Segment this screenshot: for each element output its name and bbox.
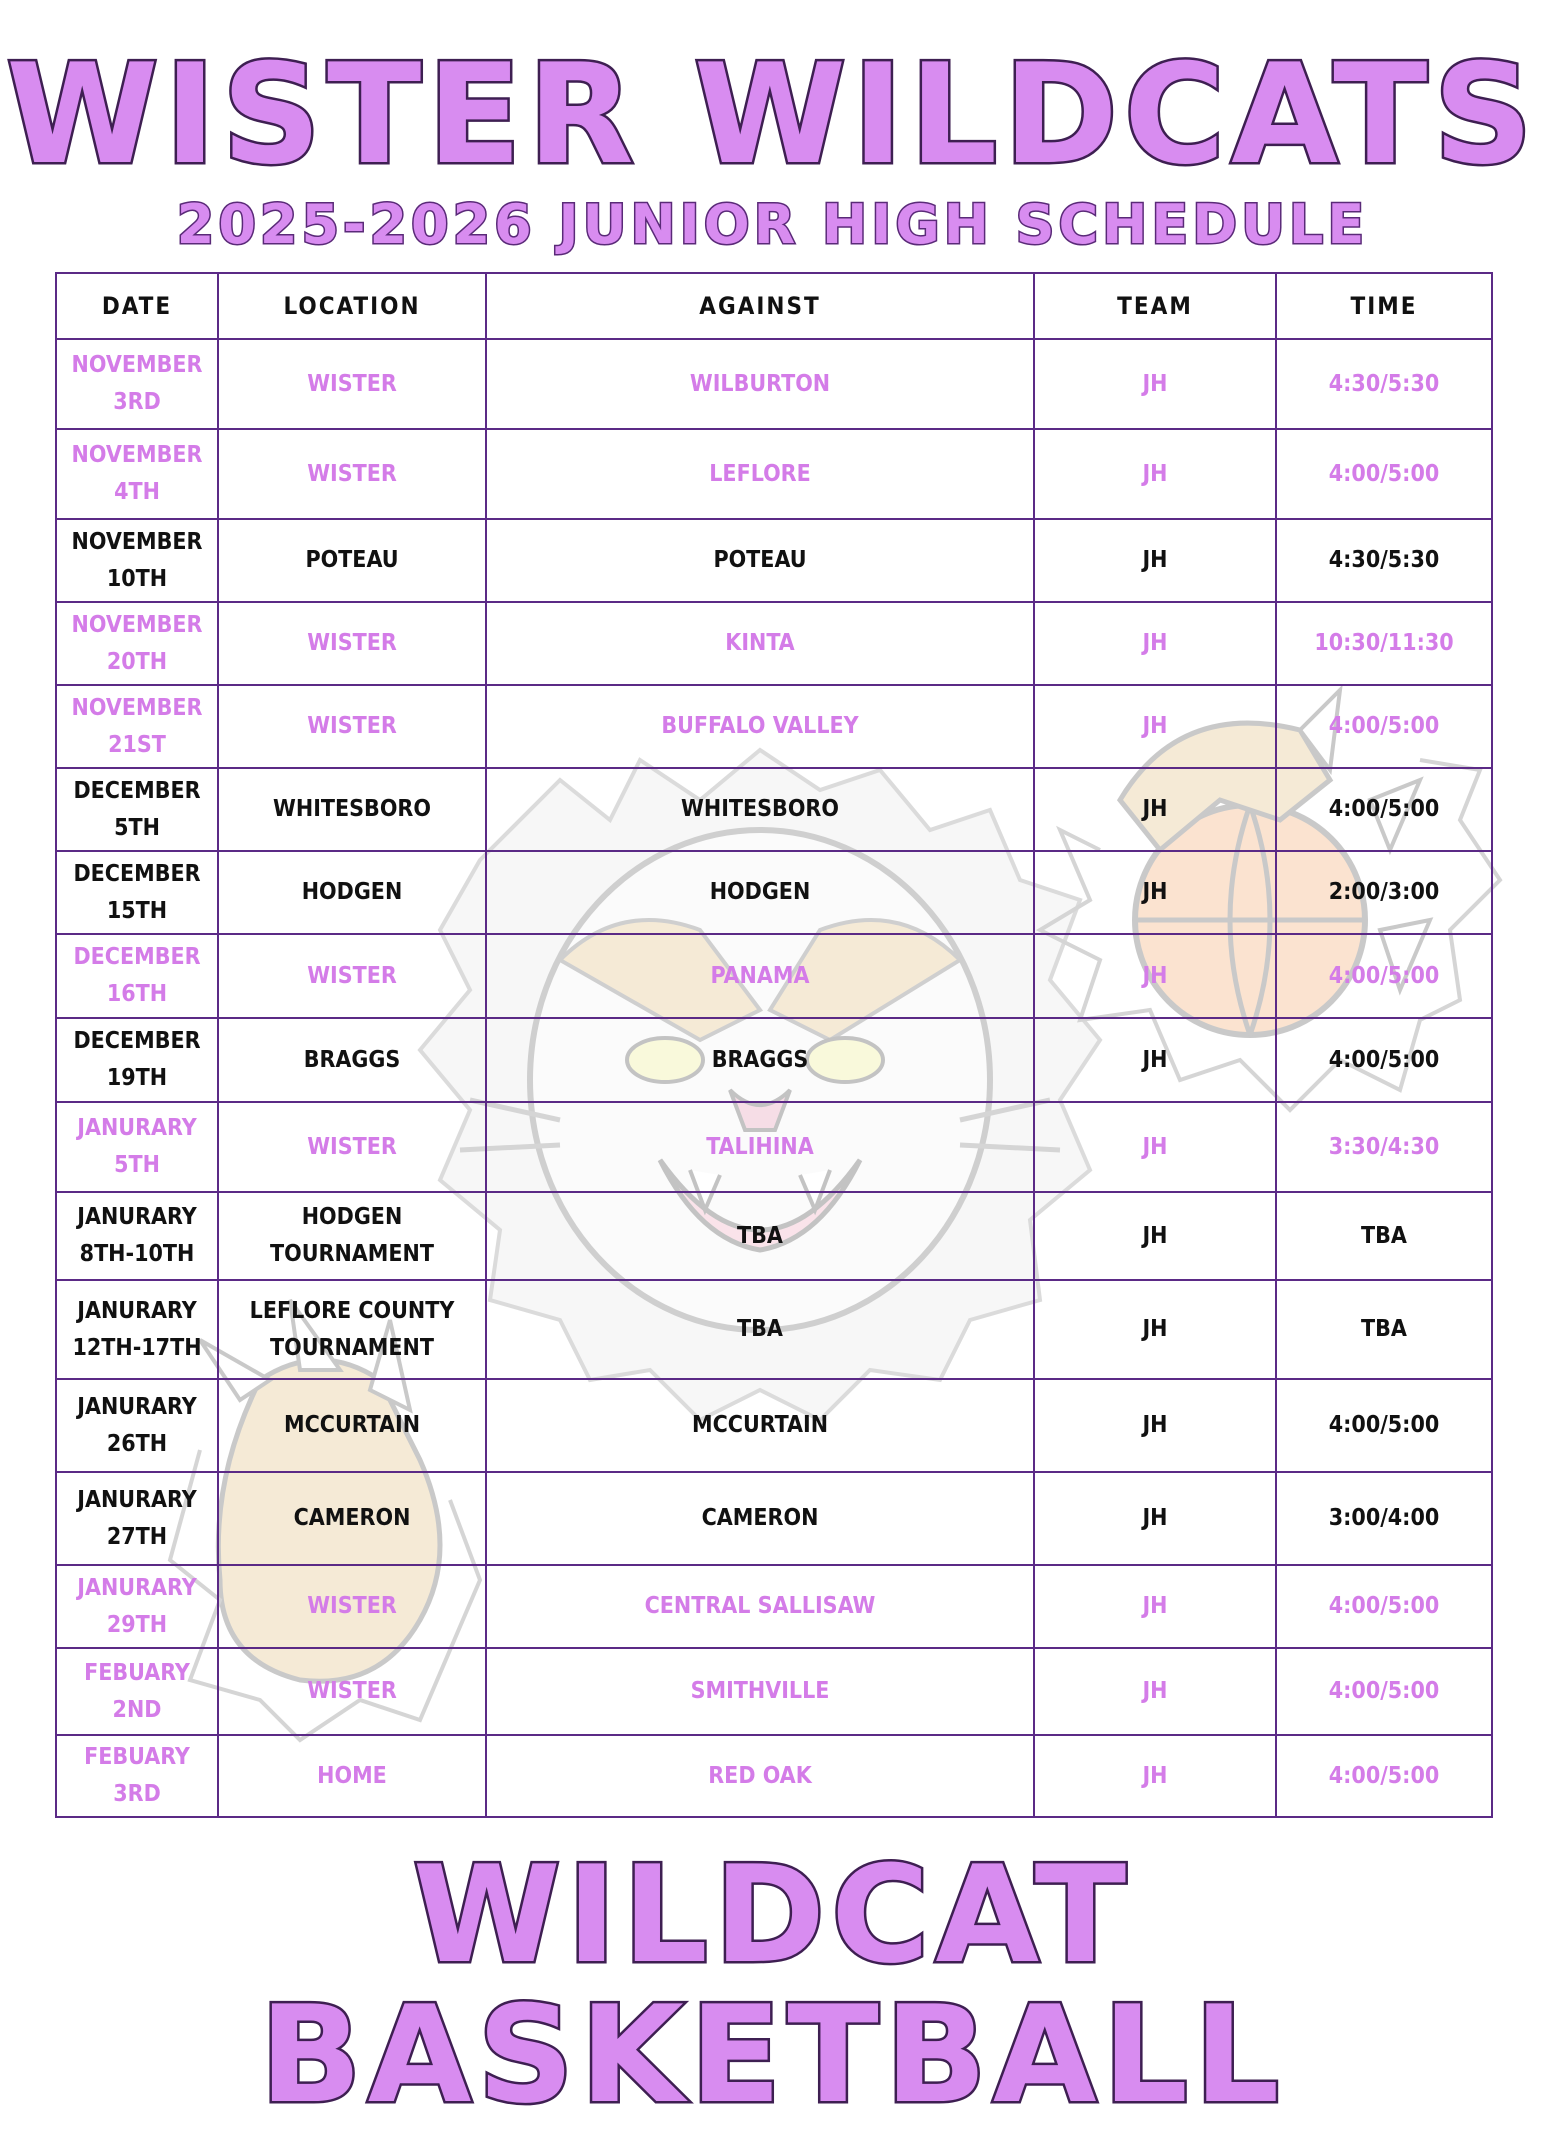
cell-team: JH <box>1034 851 1276 934</box>
table-row <box>56 1379 1492 1472</box>
table-row <box>56 429 1492 519</box>
footer-title: WILDCAT BASKETBALL <box>259 1837 1286 2133</box>
cell-date: JANURARY 27TH <box>56 1472 218 1565</box>
table-row <box>56 1735 1492 1817</box>
cell-team: JH <box>1034 685 1276 768</box>
column-header-location: LOCATION <box>218 273 486 339</box>
cell-time: 4:00/5:00 <box>1276 1018 1492 1102</box>
cell-date: JANURARY 12TH-17TH <box>56 1280 218 1379</box>
table-row <box>56 768 1492 851</box>
cell-date: NOVEMBER 21ST <box>56 685 218 768</box>
cell-time: 4:00/5:00 <box>1276 1565 1492 1648</box>
cell-location: WISTER <box>218 934 486 1018</box>
cell-time: TBA <box>1276 1192 1492 1280</box>
schedule-table <box>55 272 1493 1818</box>
cell-against: TBA <box>486 1280 1034 1379</box>
cell-date: NOVEMBER 10TH <box>56 519 218 602</box>
cell-date: NOVEMBER 4TH <box>56 429 218 519</box>
cell-location: HODGEN TOURNAMENT <box>218 1192 486 1280</box>
table-row <box>56 1472 1492 1565</box>
cell-location: HOME <box>218 1735 486 1817</box>
cell-against: PANAMA <box>486 934 1034 1018</box>
cell-time: 4:30/5:30 <box>1276 339 1492 429</box>
cell-against: LEFLORE <box>486 429 1034 519</box>
cell-against: BUFFALO VALLEY <box>486 685 1034 768</box>
cell-time: 4:00/5:00 <box>1276 1648 1492 1735</box>
cell-location: CAMERON <box>218 1472 486 1565</box>
table-row <box>56 339 1492 429</box>
cell-team: JH <box>1034 1565 1276 1648</box>
cell-location: BRAGGS <box>218 1018 486 1102</box>
cell-date: DECEMBER 19TH <box>56 1018 218 1102</box>
cell-date: JANURARY 29TH <box>56 1565 218 1648</box>
cell-team: JH <box>1034 1735 1276 1817</box>
cell-time: 4:00/5:00 <box>1276 768 1492 851</box>
cell-time: 10:30/11:30 <box>1276 602 1492 685</box>
cell-against: CENTRAL SALLISAW <box>486 1565 1034 1648</box>
cell-team: JH <box>1034 934 1276 1018</box>
table-row <box>56 1192 1492 1280</box>
cell-location: WISTER <box>218 1565 486 1648</box>
cell-location: WISTER <box>218 685 486 768</box>
page-title: WISTER WILDCATS <box>6 34 1539 195</box>
cell-team: JH <box>1034 1192 1276 1280</box>
cell-time: 4:00/5:00 <box>1276 685 1492 768</box>
cell-time: 4:00/5:00 <box>1276 1735 1492 1817</box>
table-row <box>56 1648 1492 1735</box>
cell-team: JH <box>1034 1472 1276 1565</box>
cell-against: SMITHVILLE <box>486 1648 1034 1735</box>
cell-team: JH <box>1034 768 1276 851</box>
cell-team: JH <box>1034 429 1276 519</box>
cell-date: FEBUARY 2ND <box>56 1648 218 1735</box>
cell-location: WISTER <box>218 339 486 429</box>
cell-time: 4:00/5:00 <box>1276 934 1492 1018</box>
cell-against: TALIHINA <box>486 1102 1034 1192</box>
cell-date: FEBUARY 3RD <box>56 1735 218 1817</box>
cell-team: JH <box>1034 602 1276 685</box>
cell-team: JH <box>1034 1379 1276 1472</box>
table-header-row <box>56 273 1492 339</box>
table-row <box>56 519 1492 602</box>
cell-date: NOVEMBER 20TH <box>56 602 218 685</box>
cell-team: JH <box>1034 1280 1276 1379</box>
table-row <box>56 1102 1492 1192</box>
cell-location: WISTER <box>218 1648 486 1735</box>
cell-location: WHITESBORO <box>218 768 486 851</box>
cell-date: JANURARY 8TH-10TH <box>56 1192 218 1280</box>
table-row <box>56 602 1492 685</box>
cell-date: DECEMBER 5TH <box>56 768 218 851</box>
cell-against: RED OAK <box>486 1735 1034 1817</box>
cell-location: WISTER <box>218 429 486 519</box>
cell-against: POTEAU <box>486 519 1034 602</box>
table-row <box>56 1280 1492 1379</box>
cell-against: CAMERON <box>486 1472 1034 1565</box>
column-header-time: TIME <box>1276 273 1492 339</box>
cell-date: JANURARY 26TH <box>56 1379 218 1472</box>
cell-time: 4:00/5:00 <box>1276 429 1492 519</box>
table-row <box>56 1565 1492 1648</box>
cell-location: MCCURTAIN <box>218 1379 486 1472</box>
cell-against: TBA <box>486 1192 1034 1280</box>
table-row <box>56 934 1492 1018</box>
cell-against: BRAGGS <box>486 1018 1034 1102</box>
cell-against: HODGEN <box>486 851 1034 934</box>
cell-date: DECEMBER 15TH <box>56 851 218 934</box>
cell-team: JH <box>1034 339 1276 429</box>
cell-time: 4:30/5:30 <box>1276 519 1492 602</box>
cell-location: WISTER <box>218 1102 486 1192</box>
cell-team: JH <box>1034 1648 1276 1735</box>
cell-team: JH <box>1034 1018 1276 1102</box>
cell-against: KINTA <box>486 602 1034 685</box>
cell-location: WISTER <box>218 602 486 685</box>
cell-against: WHITESBORO <box>486 768 1034 851</box>
column-header-date: DATE <box>56 273 218 339</box>
cell-time: 3:30/4:30 <box>1276 1102 1492 1192</box>
cell-team: JH <box>1034 519 1276 602</box>
cell-time: 4:00/5:00 <box>1276 1379 1492 1472</box>
cell-against: MCCURTAIN <box>486 1379 1034 1472</box>
cell-date: DECEMBER 16TH <box>56 934 218 1018</box>
column-header-against: AGAINST <box>486 273 1034 339</box>
cell-date: NOVEMBER 3RD <box>56 339 218 429</box>
cell-location: POTEAU <box>218 519 486 602</box>
table-row <box>56 1018 1492 1102</box>
cell-location: LEFLORE COUNTY TOURNAMENT <box>218 1280 486 1379</box>
cell-location: HODGEN <box>218 851 486 934</box>
table-row <box>56 851 1492 934</box>
table-row <box>56 685 1492 768</box>
cell-time: TBA <box>1276 1280 1492 1379</box>
page-subtitle: 2025-2026 JUNIOR HIGH SCHEDULE <box>176 193 1369 256</box>
cell-time: 2:00/3:00 <box>1276 851 1492 934</box>
cell-team: JH <box>1034 1102 1276 1192</box>
cell-date: JANURARY 5TH <box>56 1102 218 1192</box>
cell-against: WILBURTON <box>486 339 1034 429</box>
cell-time: 3:00/4:00 <box>1276 1472 1492 1565</box>
column-header-team: TEAM <box>1034 273 1276 339</box>
